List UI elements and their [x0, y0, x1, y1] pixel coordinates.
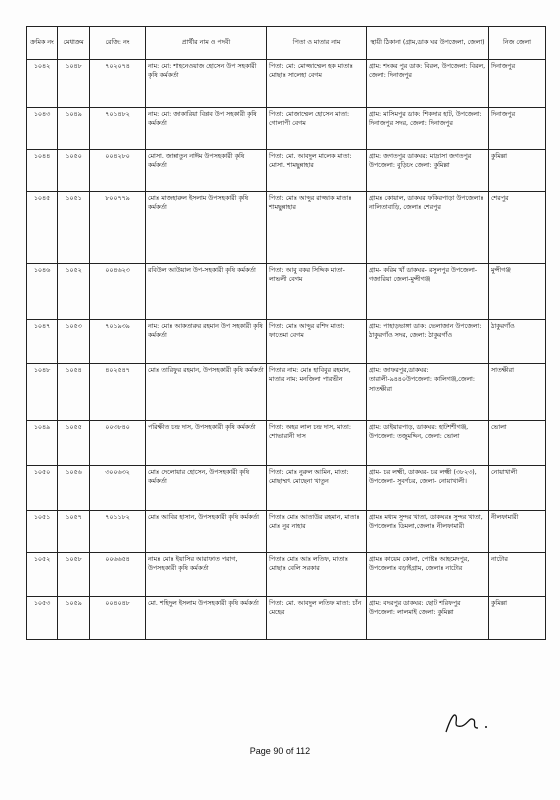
address-cell: গ্রাম: শংকর পুর ডাক: বিরল, উপজেলা: বিরল, জেলা: দিনাজপুর	[367, 60, 489, 108]
address-cell: গ্রামঃ মধ্যম সুন্দর খাতা, ডাকঘরঃ সুন্দর খাতা, উপজেলাঃ ডিমলা,জেলাঃ নীলফামারী	[367, 511, 489, 553]
name-cell: নাম: মো: জাকারিয়া বিপ্লব উপ সহকারী কৃষি কর্মকর্তা	[146, 108, 267, 150]
address-cell: গ্রামঃ কায়েম কোলা, পোষ্টঃ আহমেদপুর, উপজেলাঃ বড়াইগ্রাম, জেলাঃ নাটোর	[367, 553, 489, 597]
parents-cell: পিতা: মো. আবদুল লতিফ মাতা: চাঁন মেহের	[267, 597, 367, 640]
candidate-table	[26, 26, 546, 640]
serial-cell: ১০৪৭	[27, 320, 58, 364]
parents-cell: পিতা: মোঃ আব্দুর রশিদ মাতা: ফাতেমা বেগম	[267, 320, 367, 364]
parents-cell: পিতা: মোজাম্মেল হোসেন মাতা: গোলাপী বেগম	[267, 108, 367, 150]
reg-no-cell: ৭০১৪৮২	[90, 108, 146, 150]
page-number: Page 90 of 112	[249, 746, 311, 756]
parents-cell: পিতার নাম: মোঃ হাবিবুর রহমান, মাতার নাম: মনজিলা পারভীন	[267, 364, 367, 421]
parents-cell: পিতা: অহর লাল চন্দ্র দাস, মাতা: শোভারানী দাস	[267, 421, 367, 466]
address-cell: গ্রাম: জগতপুর ডাকঘর: মাদ্রাসা জগতপুর উপজেলা: বুড়িচং জেলা: কুমিল্লা	[367, 150, 489, 192]
address-cell: গ্রাম: পাহাড়ভাঙ্গা ডাক: ভেলাজান উপজেলা: ঠাকুরগাঁও সদর, জেলা: ঠাকুরগাঁও	[367, 320, 489, 364]
address-cell: গ্রাম: ডাইয়ারপাড়, ডাকঘর: হাটশশীগঞ্জ, উপজেলা: তজুমদ্দিন, জেলা: ভোলা	[367, 421, 489, 466]
name-cell: রবিউল আউয়াল উপ-সহকারী কৃষি কর্মকর্তা	[146, 264, 267, 320]
district-cell: সাতক্ষীরা	[489, 364, 546, 421]
district-cell: নাটোর	[489, 553, 546, 597]
serial-cell: ১০৫৩	[27, 597, 58, 640]
table-row	[27, 597, 546, 640]
name-cell: মোঃ দেলোয়ার হোসেন, উপসহকারী কৃষি কর্মকর্তা	[146, 466, 267, 511]
table-row	[27, 150, 546, 192]
name-cell: মো. শহিদুল ইসলাম উপসহকারী কৃষি কর্মকর্তা	[146, 597, 267, 640]
address-cell: গ্রাম- করিম খাঁ ডাকঘর- রসুলপুর উপজেলা- গজারিয়া জেলা-মুন্সীগঞ্জ	[367, 264, 489, 320]
header-address: স্থায়ী ঠিকানা (গ্রাম,ডাক ঘর উপজেলা, জেলা)	[367, 27, 489, 60]
reg-no-cell: ০০৪৬২৩	[90, 264, 146, 320]
merit-cell: ১০৫৬	[58, 466, 90, 511]
address-cell: গ্রাম- চর লক্ষ্মী, ডাকঘর- চর লক্ষ্মী (৩৮২৩), উপজেলা- সুবর্ণচর, জেলা- নোয়াখালী।	[367, 466, 489, 511]
reg-no-cell: ৪০২৫৪৭	[90, 364, 146, 421]
table-row	[27, 553, 546, 597]
address-cell: গ্রাম: জাফরপুর,ডাকঘর: তারালী-৯৪৪০উপজেলা: কালিগঞ্জ,জেলা: সাতক্ষীরা	[367, 364, 489, 421]
merit-cell: ১০৫৯	[58, 597, 90, 640]
table-row	[27, 108, 546, 150]
header-reg-no: রেজি: নং	[90, 27, 146, 60]
address-cell: গ্রাম: মাসিমপুর ডাক: শিকদার হাট, উপজেলা: দিনাজপুর সদর, জেলা: দিনাজপুর	[367, 108, 489, 150]
name-cell: মোঃ তারিফুর রহমান, উপসহকারী কৃষি কর্মকর্তা	[146, 364, 267, 421]
table-row	[27, 421, 546, 466]
header-serial: ক্রমিক নং	[27, 27, 58, 60]
district-cell: দিনাজপুর	[489, 60, 546, 108]
header-merit: মেধাক্রম	[58, 27, 90, 60]
reg-no-cell: ০০৬৬৫৪	[90, 553, 146, 597]
parents-cell: পিতা: মো. আবদুল মালেক মাতা: মোসা. শামছুন্নাহার	[267, 150, 367, 192]
merit-cell: ১০৫৪	[58, 364, 90, 421]
serial-cell: ১০৪৩	[27, 108, 58, 150]
table-row	[27, 511, 546, 553]
table-row	[27, 364, 546, 421]
merit-cell: ১০৫১	[58, 192, 90, 264]
parents-cell: পিতাঃ মোঃ আতাউর রহমান, মাতাঃ মোঃ নুর নাহার	[267, 511, 367, 553]
table-row	[27, 264, 546, 320]
serial-cell: ১০৫০	[27, 466, 58, 511]
serial-cell: ১০৪৯	[27, 421, 58, 466]
district-cell: মুন্সীগঞ্জ	[489, 264, 546, 320]
name-cell: নাম: মো: শাহনেওয়াজ হোসেন উপ সহকারী কৃষি কর্মকর্তা	[146, 60, 267, 108]
district-cell: দিনাজপুর	[489, 108, 546, 150]
merit-cell: ১০৫৫	[58, 421, 90, 466]
table-row	[27, 60, 546, 108]
serial-cell: ১০৫২	[27, 553, 58, 597]
serial-cell: ১০৪৫	[27, 192, 58, 264]
name-cell: মোসা. জান্নাতুন নাঈম উপসহকারী কৃষি কর্মকর্তা	[146, 150, 267, 192]
district-cell: ঠাকুরগাঁও	[489, 320, 546, 364]
address-cell: গ্রামঃ কোয়াল, ডাকঘর ফকিরপাড়া উপজেলাঃ নালিতাবাড়ি, জেলাঃ শেরপুর	[367, 192, 489, 264]
table-row	[27, 320, 546, 364]
reg-no-cell: ০০৪২৮০	[90, 150, 146, 192]
name-cell: নাম: মোঃ আকতারুর রহমান উপ সহকারী কৃষি কর্মকর্তা	[146, 320, 267, 364]
district-cell: ভোলা	[489, 421, 546, 466]
reg-no-cell: ৭০২০৭৪	[90, 60, 146, 108]
parents-cell: পিতাঃ মোঃ আঃ লতিফ, মাতাঃ মোছাঃ বেলি সরকার	[267, 553, 367, 597]
signature-initial	[440, 706, 500, 736]
merit-cell: ১০৫৮	[58, 553, 90, 597]
merit-cell: ১০৪৯	[58, 108, 90, 150]
header-district: নিজ জেলা	[489, 27, 546, 60]
district-cell: শেরপুর	[489, 192, 546, 264]
header-parents: পিতা ও মাতার নাম	[267, 27, 367, 60]
serial-cell: ১০৪২	[27, 60, 58, 108]
name-cell: মোঃ আবির হাসান, উপসহকারী কৃষি কর্মকর্তা	[146, 511, 267, 553]
serial-cell: ১০৪৬	[27, 264, 58, 320]
parents-cell: পিতা: মোঃ আব্দুর রাজ্জাক মাতাঃ শামছুন্নাহার	[267, 192, 367, 264]
table-row	[27, 466, 546, 511]
merit-cell: ১০৫৩	[58, 320, 90, 364]
reg-no-cell: ৭০১১৮২	[90, 511, 146, 553]
serial-cell: ১০৫১	[27, 511, 58, 553]
reg-no-cell: ০০৩৮৪০	[90, 421, 146, 466]
merit-cell: ১০৫০	[58, 150, 90, 192]
merit-cell: ১০৪৮	[58, 60, 90, 108]
district-cell: নোয়াখালী	[489, 466, 546, 511]
district-cell: কুমিল্লা	[489, 597, 546, 640]
table-row	[27, 192, 546, 264]
parents-cell: পিতা: মো: মোজ্জাম্মেল হক মাতাঃ মোছাঃ সালেহা বেগম	[267, 60, 367, 108]
address-cell: গ্রাম: বদরপুর ডাকঘর: ছোট শরিফপুর উপজেলা: লালমাই জেলা: কুমিল্লা	[367, 597, 489, 640]
merit-cell: ১০৫২	[58, 264, 90, 320]
reg-no-cell: ৩০০৬৩২	[90, 466, 146, 511]
name-cell: পরিক্ষীত চন্দ্র দাস, উপসহকারী কৃষি কর্মকর্তা	[146, 421, 267, 466]
header-name: প্রার্থীর নাম ও পদবী	[146, 27, 267, 60]
reg-no-cell: ৮০০৭৭৯	[90, 192, 146, 264]
serial-cell: ১০৪৮	[27, 364, 58, 421]
parents-cell: পিতা: আবু বকর সিদ্দিক মাতা- লাভলী বেগম	[267, 264, 367, 320]
parents-cell: পিতা: মোঃ নুরুল আমিন, মাতা: মোছাম্মৎ মোছেনা খাতুন	[267, 466, 367, 511]
district-cell: কুমিল্লা	[489, 150, 546, 192]
name-cell: মোঃ মাজহারুল ইসলাম উপসহকারী কৃষি কর্মকর্তা	[146, 192, 267, 264]
name-cell: নামঃ মোঃ ইয়াসির আরাফাত পরাগ, উপসহকারী কৃষি কর্মকর্তা	[146, 553, 267, 597]
reg-no-cell: ৭০১৯৩৯	[90, 320, 146, 364]
reg-no-cell: ০০৪০৪৮	[90, 597, 146, 640]
district-cell: নীলফামারী	[489, 511, 546, 553]
merit-cell: ১০৫৭	[58, 511, 90, 553]
serial-cell: ১০৪৪	[27, 150, 58, 192]
table-header-row	[27, 27, 546, 60]
